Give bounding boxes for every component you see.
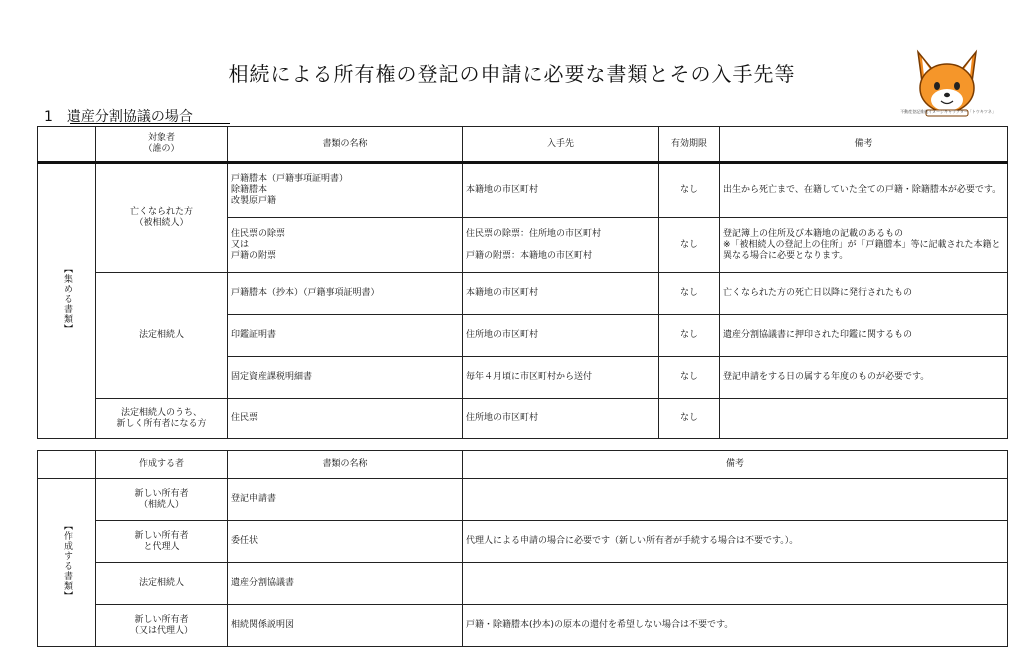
section-underline	[70, 123, 230, 124]
document-name-cell: 相続関係説明図	[228, 605, 463, 647]
section-heading: 1 遺産分割協議の場合	[44, 109, 193, 125]
source-cell: 本籍地の市区町村	[463, 163, 659, 218]
creator-cell: 新しい所有者 と代理人	[96, 521, 228, 563]
table-row	[38, 399, 1008, 439]
table-row	[38, 521, 1008, 563]
remarks-cell: 亡くなられた方の死亡日以降に発行されたもの	[720, 273, 1008, 315]
validity-cell: なし	[659, 315, 720, 357]
table-row	[38, 163, 1008, 218]
remarks-cell: 出生から死亡まで、在籍していた全ての戸籍・除籍謄本が必要です。	[720, 163, 1008, 218]
validity-cell: なし	[659, 357, 720, 399]
source-cell: 住民票の除票：住所地の市区町村 戸籍の附票：本籍地の市区町村	[463, 218, 659, 273]
remarks-cell	[720, 399, 1008, 439]
side-label: 【作成する書類】	[38, 479, 96, 647]
header-remarks: 備考	[463, 451, 1008, 479]
page-title: 相続による所有権の登記の申請に必要な書類とその入手先等	[228, 62, 796, 86]
table-row	[38, 273, 1008, 315]
table-header-row	[38, 451, 1008, 479]
document-name-cell: 戸籍謄本（戸籍事項証明書） 除籍謄本 改製原戸籍	[228, 163, 463, 218]
table-header-row	[38, 127, 1008, 163]
source-cell: 住所地の市区町村	[463, 315, 659, 357]
creator-cell: 法定相続人	[96, 563, 228, 605]
creator-cell: 新しい所有者 （相続人）	[96, 479, 228, 521]
remarks-cell: 登記簿上の住所及び本籍地の記載のあるもの ※「被相続人の登記上の住所」が「戸籍謄本」等に記載された本籍と異なる場合に必要となります。	[720, 218, 1008, 273]
collect-documents-table	[37, 126, 1008, 439]
document-name-cell: 遺産分割協議書	[228, 563, 463, 605]
remarks-cell	[463, 563, 1008, 605]
table-row	[38, 479, 1008, 521]
header-document-name: 書類の名称	[228, 451, 463, 479]
table-row	[38, 563, 1008, 605]
document-name-cell: 戸籍謄本（抄本）（戸籍事項証明書）	[228, 273, 463, 315]
header-creator: 作成する者	[96, 451, 228, 479]
document-name-cell: 登記申請書	[228, 479, 463, 521]
header-blank	[38, 127, 96, 163]
target-cell: 法定相続人	[96, 273, 228, 399]
header-validity: 有効期限	[659, 127, 720, 163]
creator-cell: 新しい所有者 （又は代理人）	[96, 605, 228, 647]
target-cell: 亡くなられた方 （被相続人）	[96, 163, 228, 273]
remarks-cell: 戸籍・除籍謄本(抄本)の原本の還付を希望しない場合は不要です。	[463, 605, 1008, 647]
remarks-cell: 登記申請をする日の属する年度のものが必要です。	[720, 357, 1008, 399]
header-target: 対象者 （誰の）	[96, 127, 228, 163]
source-cell: 毎年４月頃に市区町村から送付	[463, 357, 659, 399]
remarks-cell: 遺産分割協議書に押印された印鑑に関するもの	[720, 315, 1008, 357]
validity-cell: なし	[659, 399, 720, 439]
table-row	[38, 605, 1008, 647]
document-name-cell: 印鑑証明書	[228, 315, 463, 357]
remarks-cell	[463, 479, 1008, 521]
document-name-cell: 住民票の除票 又は 戸籍の附票	[228, 218, 463, 273]
document-name-cell: 住民票	[228, 399, 463, 439]
mascot-caption: 不動産登記推進イメージキャラクター「トウキツネ」	[900, 109, 996, 114]
source-cell: 本籍地の市区町村	[463, 273, 659, 315]
header-document-name: 書類の名称	[228, 127, 463, 163]
validity-cell: なし	[659, 218, 720, 273]
document-name-cell: 委任状	[228, 521, 463, 563]
header-source: 入手先	[463, 127, 659, 163]
create-documents-table	[37, 450, 1008, 647]
side-label: 【集める書類】	[38, 163, 96, 439]
header-blank	[38, 451, 96, 479]
validity-cell: なし	[659, 273, 720, 315]
validity-cell: なし	[659, 163, 720, 218]
source-cell: 住所地の市区町村	[463, 399, 659, 439]
target-cell: 法定相続人のうち、 新しく所有者になる方	[96, 399, 228, 439]
header-remarks: 備考	[720, 127, 1008, 163]
document-name-cell: 固定資産課税明細書	[228, 357, 463, 399]
remarks-cell: 代理人による申請の場合に必要です（新しい所有者が手続する場合は不要です。）。	[463, 521, 1008, 563]
